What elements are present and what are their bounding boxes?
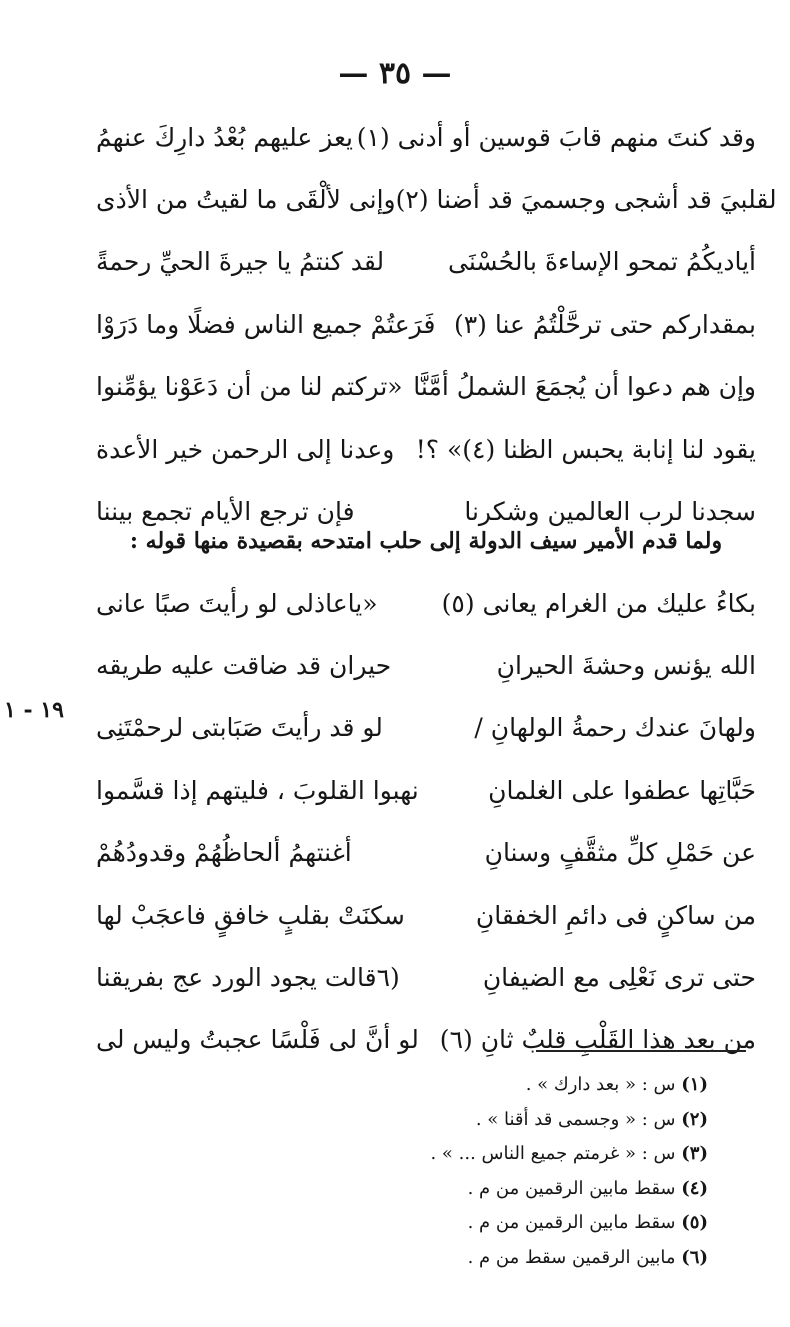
first-hemistich: نهبوا القلوبَ ، فليتهم إذا قسَّموا [96, 775, 419, 805]
intro-paragraph: ولما قدم الأمير سيف الدولة إلى حلب امتدحه بقصيدة منها قوله : [129, 528, 723, 554]
verse [96, 231, 756, 293]
margin-reference-note: ١٩ - ١ [4, 697, 64, 723]
poem-second [96, 572, 756, 1071]
second-hemistich: أياديكُمُ تمحو الإساءةَ بالحُسْنَى [448, 247, 756, 277]
verse [96, 168, 777, 230]
footnote [248, 1241, 708, 1276]
footnote-number: (٣) [681, 1143, 708, 1164]
first-hemistich: يعز عليهم بُعْدُ دارِكَ عنهمُ [96, 122, 354, 152]
first-hemistich: «ياعاذلى لو رأيتَ صبًا عانى [96, 588, 378, 618]
verse [96, 293, 756, 355]
first-hemistich: سكنَتْ بقلبٍ خافقٍ فاعجَبْ لها [96, 900, 405, 930]
footnote [248, 1172, 708, 1207]
second-hemistich: عن حَمْلِ كلِّ مثقَّفٍ وسنانِ [484, 838, 756, 868]
footnote-number: (٦) [681, 1246, 708, 1268]
second-hemistich: بكاءُ عليك من الغرام يعانى (٥) [441, 588, 756, 618]
first-hemistich: (٦قالت يجود الورد عج بفريقنا [96, 963, 400, 993]
first-hemistich: فَرَعتُمْ جميع الناس فضلًا وما دَرَوْا [96, 309, 436, 339]
first-hemistich: وإنى لألْقَى ما لقيتُ من الأذى [96, 185, 396, 215]
second-hemistich: حتى ترى نَعْلِى مع الضيفانِ [482, 963, 756, 993]
second-hemistich: بمقداركم حتى ترحَّلْتُمُ عنا (٣) [453, 309, 756, 339]
second-hemistich: لقلبيَ قد أشجى وجسميَ قد أضنا (٢) [395, 185, 777, 215]
verse [96, 884, 756, 946]
first-hemistich: «تركتم لنا من أن دَعَوْنا يؤمِّنوا [96, 372, 403, 402]
verse [96, 1009, 756, 1071]
footnote-text: س : « بعد دارك » . [525, 1074, 676, 1095]
first-hemistich: أغنتهمُ ألحاظُهُمْ وقدودُهُمْ [96, 838, 352, 868]
second-hemistich: من بعد هذا القَلْبِ قلبٌ ثانِ (٦) [439, 1025, 756, 1055]
first-hemistich: لو قد رأيتَ صَبَابتى لرحمْتَنِى [96, 713, 383, 743]
footnote-text: س : « غرمتم جميع الناس ... » . [430, 1143, 676, 1164]
verse [96, 356, 756, 418]
page-number: — ٣٥ — [338, 56, 452, 91]
second-hemistich: وإن هم دعوا أن يُجمَعَ الشملُ أمَّنَّا [413, 372, 756, 402]
footnote-text: مابين الرقمين سقط من م . [467, 1246, 676, 1268]
footnote-text: س : « وجسمى قد أقنا » . [475, 1108, 676, 1130]
verse [96, 634, 756, 696]
second-hemistich: سجدنا لرب العالمين وشكرنا [464, 497, 756, 527]
footnote [248, 1206, 708, 1241]
footnote-number: (٥) [681, 1212, 708, 1233]
footnote [248, 1137, 708, 1172]
first-hemistich: حيران قد ضاقت عليه طريقه [96, 651, 392, 681]
verse [96, 418, 756, 480]
first-hemistich: فإن ترجع الأيام تجمع بيننا [96, 497, 355, 527]
footnote-number: (٤) [681, 1177, 708, 1199]
verse [96, 697, 756, 759]
second-hemistich: حَبَّاتِها عطفوا على الغلمانِ [488, 775, 756, 805]
verse [96, 106, 756, 168]
first-hemistich: وعدنا إلى الرحمن خير الأعدة [96, 434, 395, 464]
second-hemistich: يقود لنا إنابة يحبس الظنا (٤)» ؟! [415, 434, 756, 464]
footnotes [248, 1068, 708, 1275]
footnote-number: (٢) [681, 1108, 708, 1130]
footnote-text: سقط مابين الرقمين من م . [467, 1177, 676, 1199]
verse [96, 822, 756, 884]
second-hemistich: ولهانَ عندك رحمةُ الولهانِ / [474, 713, 756, 743]
verse [96, 759, 756, 821]
second-hemistich: من ساكنٍ فى دائمِ الخفقانِ [475, 900, 756, 930]
footnote [248, 1103, 708, 1138]
footnote-number: (١) [681, 1074, 708, 1095]
second-hemistich: الله يؤنس وحشةَ الحيرانِ [496, 651, 756, 681]
first-hemistich: لقد كنتمُ يا جيرةَ الحيِّ رحمةً [96, 247, 385, 277]
first-hemistich: لو أنَّ لى فَلْسًا عجبتُ وليس لى [96, 1025, 419, 1055]
verse [96, 572, 756, 634]
footnote-text: سقط مابين الرقمين من م . [467, 1212, 676, 1233]
second-hemistich: وقد كنتَ منهم قابَ قوسين أو أدنى (١) [356, 122, 756, 152]
poem-first [96, 106, 777, 543]
footnote-divider [536, 1050, 746, 1052]
footnote [248, 1068, 708, 1103]
verse [96, 946, 756, 1008]
